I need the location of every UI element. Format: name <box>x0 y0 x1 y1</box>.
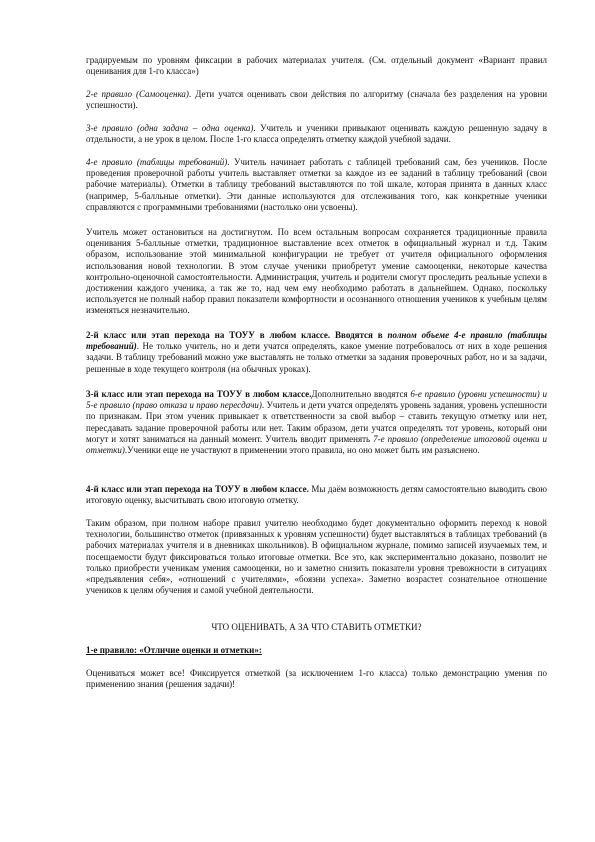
section-heading: ЧТО ОЦЕНИВАТЬ, А ЗА ЧТО СТАВИТЬ ОТМЕТКИ? <box>211 622 422 632</box>
paragraph-rule-2: 2-е правило (Самооценка). Дети учатся оценивать свои действия по алгоритму (сначала без разделения на уровни успешности). <box>86 89 548 111</box>
rule-2-title: 2-е правило (Самооценка) <box>86 89 189 99</box>
paragraph-grade-2: 2-й класс или этап перехода на ТОУУ в любом классе. Вводятся в полном объеме 4-е правило (таблицы требований). Не только учитель, но и дети учатся определять, какое умение потребовалось от них в ходе решения задачи. В таблицу требований можно уже выставлять не только отметки за задания проверочных работ, но и за задачи, решенные в ходе текущего контроля (на обычных уроках). <box>86 330 547 374</box>
paragraph-minimal-config: Учитель может остановиться на достигнутом. По всем остальным вопросам сохраняется традиционные правила оценивания 5-балльные отметки, традиционное выставление всех отметок в официальный журнал и т.д. Таким образом, использование этой минимальной конфигурации не требует от учителя официального оформления использования новой технологии. В этом случае ученики приобретут умение самооценки, некоторые качества контрольно-оценочной самостоятельности. Администрация, учитель и родители смогут проследить реальные успехи в достижении каждого ученика, а так же то, над чем ему необходимо работать в дальнейшем. Однако, поскольку используется не полный набор правил показатели комфортности и осознанного отношения учеников к учебным целям изменяться незначительно. <box>86 227 547 316</box>
grade-3-title: 3-й класс или этап перехода на ТОУУ в любом классе. <box>86 389 312 399</box>
rule-4-title: 4-е правило (таблицы требований) <box>86 157 228 167</box>
paragraph-rule-3: 3-е правило (одна задача – одна оценка). Учитель и ученики привыкают оценивать каждую решенную задачу в отдельности, а не урок в целом. После 1-го класса определять отметку каждой учебной задачи. <box>86 123 547 145</box>
grade-2-title: 2-й класс или этап перехода на ТОУУ в любом классе. Вводятся в <box>86 330 388 340</box>
paragraph-summary: Таким образом, при полном наборе правил учителю необходимо будет документально оформить переход к новой технологии, большинство отметок (привязанных к уровням успешности) будет выставляться в таблицах требований (в рабочих материалах учителя и в дневниках школьников). В официальном журнале, помимо записей изучаемых тем, и посещаемости будут фиксироваться только итоговые отметки. Все это, как экспериментально доказано, позволит не только приобрести ученикам умения самооценки, но и заметно снизить показатели уровня тревожности в ситуациях «предъявления себя», «отношений с учителями», «боязни успеха». Заметно возрастет сознательное отношение учеников к целям обучения и самой учебной деятельности. <box>86 518 547 596</box>
paragraph-rule-4: 4-е правило (таблицы требований). Учитель начинает работать с таблицей требований сам, без учеников. После проведения проверочной работы учитель выставляет отметки за каждое из ее заданий в таблицу требований (свои рабочие материалы). Отметки в таблицу требований выставляются по той шкале, которая принята в данных класс (например, 5-балльные отметки). Эти данные используются для отслеживания того, как конкретные ученики справляются с программными требованиями (настолько они усвоены). <box>86 157 548 212</box>
paragraph-rule-1: Оцениваться может все! Фиксируется отметкой (за исключением 1-го класса) только демонстрацию умения по применению знания (решения задачи)! <box>86 668 547 690</box>
rule-3-title: 3-е правило (одна задача – одна оценка) <box>86 123 254 133</box>
paragraph-grade-4: 4-й класс или этап перехода на ТОУУ в любом классе. Мы даём возможность детям самостоятельно выводить свою итоговую оценку, высчитывать свою итоговую отметку. <box>86 484 547 506</box>
paragraph-grade-3: 3-й класс или этап перехода на ТОУУ в любом классе.Дополнительно вводятся 6-е правило (уровни успешности) и 5-е правило (право отказа и право пересдачи). Учитель и дети учатся определять уровень задания, уровень успешности по признакам. При этом ученик привыкает к ответственности за свой выбор – ставить текущую отметку или нет, пересдавать задание проверочной работы или нет. Таким образом, дети учатся определять тот уровень, который они могут и хотят заниматься на данный момент. Учитель вводит применять 7-е правило (определение итоговой оценки и отметки).Ученики еще не участвуют в применении этого правила, но оно может быть им разъяснено. <box>86 389 548 456</box>
paragraph-grading-intro: градируемым по уровням фиксации в рабочих материалах учителя. (См. отдельный документ «Вариант правил оценивания для 1-го класса») <box>86 55 547 77</box>
grade-4-title: 4-й класс или этап перехода на ТОУУ в любом классе. <box>86 484 309 494</box>
rule-1-title: 1-е правило: «Отличие оценки и отметки»: <box>86 645 262 655</box>
